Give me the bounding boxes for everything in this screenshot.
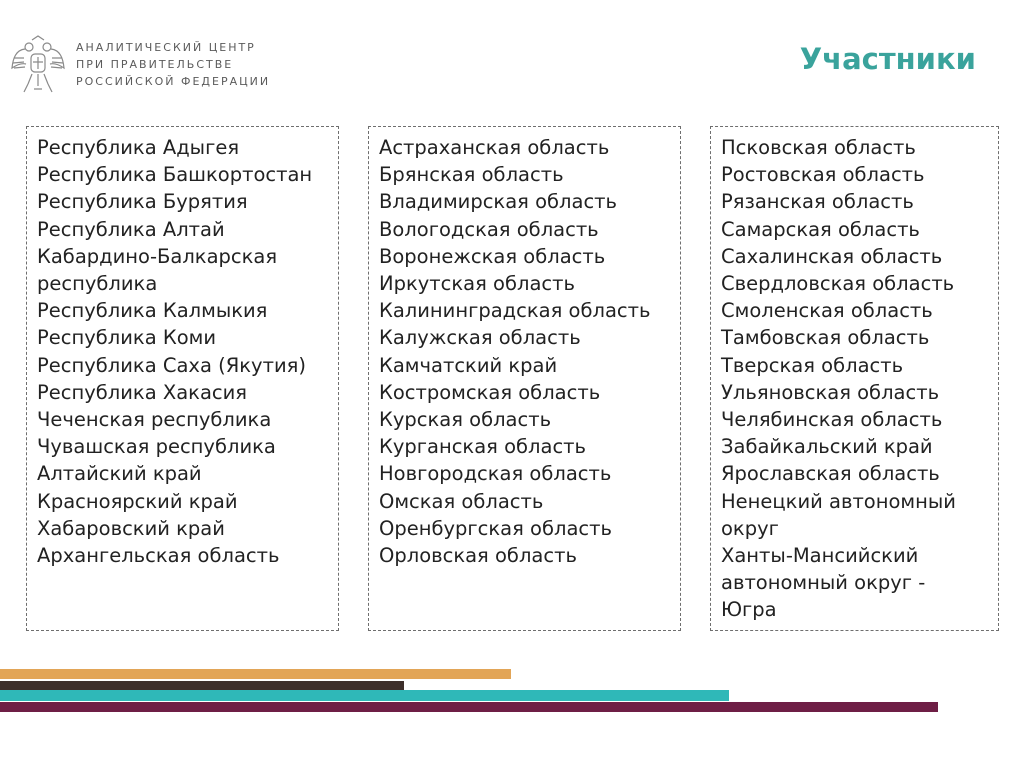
list-item: Тверская область (721, 353, 904, 377)
list-item: Республика Бурятия (37, 190, 248, 214)
list-item: Югра (721, 598, 777, 622)
list-item: Калининградская область (379, 299, 651, 323)
list-item: Оренбургская область (379, 516, 612, 540)
list-item: Брянская область (379, 163, 564, 187)
list-item: Смоленская область (721, 299, 933, 323)
list-item: Республика Алтай (37, 217, 225, 241)
list-item: Орловская область (379, 544, 577, 568)
list-item: Кабардино-Балкарская (37, 244, 278, 268)
participants-column-2 (368, 126, 681, 631)
list-item: Новгородская область (379, 462, 612, 486)
list-item: Костромская область (379, 380, 601, 404)
list-item: Красноярский край (37, 489, 238, 513)
page-title: Участники (799, 42, 976, 76)
list-item: Республика Хакасия (37, 380, 248, 404)
list-item: Свердловская область (721, 272, 955, 296)
list-item: Республика Калмыкия (37, 299, 268, 323)
list-item: Омская область (379, 489, 544, 513)
list-item: Самарская область (721, 217, 920, 241)
list-item: Хабаровский край (37, 516, 225, 540)
list-item: Ханты-Мансийский (721, 544, 919, 568)
list-item: Воронежская область (379, 244, 606, 268)
list-item: Калужская область (379, 326, 581, 350)
list-item: Владимирская область (379, 190, 618, 214)
list-item: Чувашская республика (37, 435, 276, 459)
list-item: Тамбовская область (721, 326, 930, 350)
list-item: Республика Саха (Якутия) (37, 353, 306, 377)
participants-column-1 (26, 126, 339, 631)
list-item: республика (37, 272, 158, 296)
org-line-3: РОССИЙСКОЙ ФЕДЕРАЦИИ (76, 75, 271, 88)
list-item: Иркутская область (379, 272, 575, 296)
organization-name (76, 39, 270, 90)
list-item: Курганская область (379, 435, 587, 459)
list-item: Республика Башкортостан (37, 163, 313, 187)
list-item: Республика Адыгея (37, 136, 240, 159)
list-item: автономный округ - (721, 571, 926, 595)
list-item: Ростовская область (721, 163, 925, 187)
list-item: Курская область (379, 408, 552, 432)
decorative-stripe-orange (0, 669, 511, 679)
list-item: Алтайский край (37, 462, 202, 486)
org-line-2: ПРИ ПРАВИТЕЛЬСТВЕ (76, 58, 234, 71)
list-item: Архангельская область (37, 544, 280, 568)
list-item: Астраханская область (379, 136, 610, 159)
list-item: Псковская область (721, 136, 916, 159)
list-item: Сахалинская область (721, 244, 943, 268)
decorative-stripe-dark (0, 681, 404, 690)
list-item: Ярославская область (721, 462, 940, 486)
eagle-emblem-icon (10, 34, 66, 96)
org-line-1: АНАЛИТИЧЕСКИЙ ЦЕНТР (76, 41, 256, 54)
participants-column-3 (710, 126, 999, 631)
decorative-stripe-maroon (0, 702, 938, 712)
decorative-stripe-teal (0, 690, 729, 701)
list-item: Ненецкий автономный (721, 489, 956, 513)
list-item: Вологодская область (379, 217, 599, 241)
list-item: Республика Коми (37, 326, 217, 350)
list-item: Рязанская область (721, 190, 914, 214)
list-item: округ (721, 516, 779, 540)
list-item: Камчатский край (379, 353, 558, 377)
list-item: Чеченская республика (37, 408, 272, 432)
list-item: Челябинская область (721, 408, 943, 432)
list-item: Ульяновская область (721, 380, 940, 404)
list-item: Забайкальский край (721, 435, 933, 459)
